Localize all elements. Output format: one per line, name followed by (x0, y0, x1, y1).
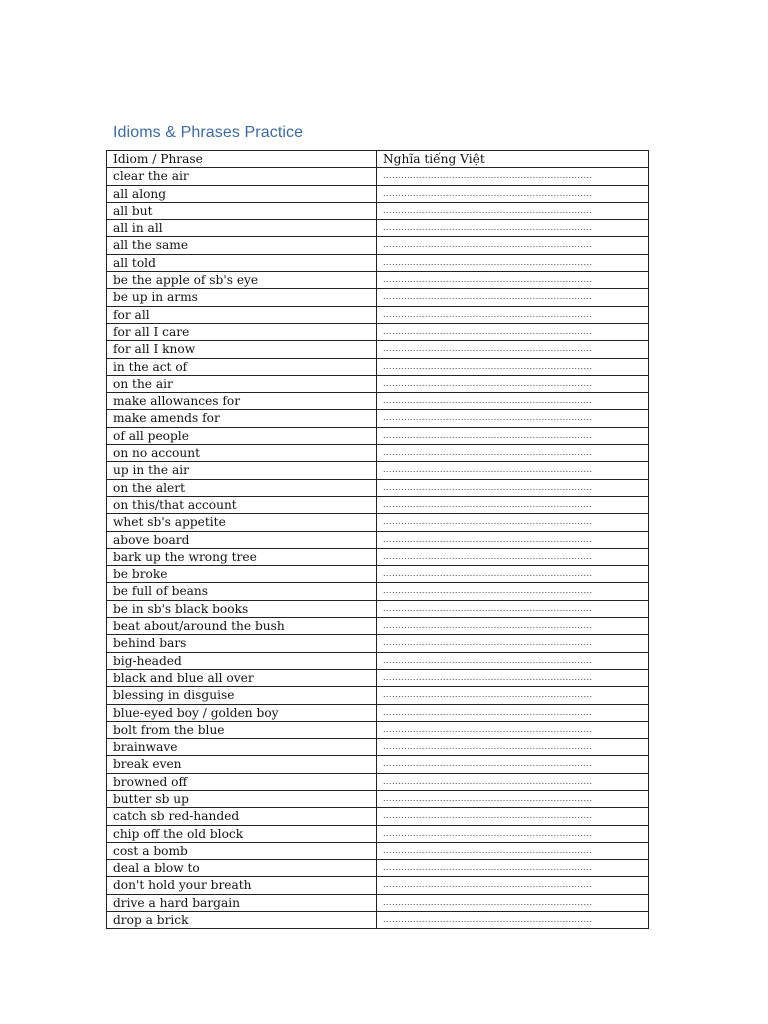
idiom-cell: for all (107, 306, 377, 323)
table-row (107, 912, 649, 929)
idiom-cell: big-headed (107, 652, 377, 669)
idiom-cell: make allowances for (107, 393, 377, 410)
table-row (107, 860, 649, 877)
meaning-blank[interactable]: ...................................................................... (377, 894, 649, 911)
meaning-blank[interactable]: ...................................................................... (377, 185, 649, 202)
table-row (107, 272, 649, 289)
idiom-cell: on this/that account (107, 496, 377, 513)
idiom-cell: be the apple of sb's eye (107, 272, 377, 289)
table-row (107, 254, 649, 271)
table-row (107, 566, 649, 583)
meaning-blank[interactable]: ...................................................................... (377, 704, 649, 721)
meaning-blank[interactable]: ...................................................................... (377, 375, 649, 392)
idiom-cell: all along (107, 185, 377, 202)
idiom-cell: blue-eyed boy / golden boy (107, 704, 377, 721)
table-row (107, 583, 649, 600)
table-row (107, 790, 649, 807)
table-row (107, 237, 649, 254)
table-row (107, 704, 649, 721)
table-row (107, 739, 649, 756)
table-row (107, 842, 649, 859)
idiom-cell: deal a blow to (107, 860, 377, 877)
idiom-cell: butter sb up (107, 790, 377, 807)
meaning-blank[interactable]: ...................................................................... (377, 531, 649, 548)
table-row (107, 877, 649, 894)
meaning-blank[interactable]: ...................................................................... (377, 687, 649, 704)
meaning-blank[interactable]: ...................................................................... (377, 272, 649, 289)
table-row (107, 825, 649, 842)
idiom-cell: in the act of (107, 358, 377, 375)
idiom-cell: on the air (107, 375, 377, 392)
idiom-cell: clear the air (107, 168, 377, 185)
page-title: Idioms & Phrases Practice (113, 124, 304, 141)
table-header-row (107, 151, 649, 168)
idiom-cell: up in the air (107, 462, 377, 479)
table-row (107, 202, 649, 219)
table-row (107, 721, 649, 738)
table-row (107, 496, 649, 513)
idiom-cell: drop a brick (107, 912, 377, 929)
idiom-cell: make amends for (107, 410, 377, 427)
table-row (107, 341, 649, 358)
meaning-blank[interactable]: ...................................................................... (377, 306, 649, 323)
table-row (107, 306, 649, 323)
table-row (107, 652, 649, 669)
idiom-cell: bark up the wrong tree (107, 548, 377, 565)
table-row (107, 479, 649, 496)
meaning-blank[interactable]: ...................................................................... (377, 289, 649, 306)
meaning-blank[interactable]: ...................................................................... (377, 427, 649, 444)
table-row (107, 600, 649, 617)
table-row (107, 618, 649, 635)
meaning-blank[interactable]: ...................................................................... (377, 652, 649, 669)
idiom-cell: chip off the old block (107, 825, 377, 842)
meaning-blank[interactable]: ...................................................................... (377, 393, 649, 410)
table-row (107, 185, 649, 202)
meaning-blank[interactable]: ...................................................................... (377, 773, 649, 790)
meaning-blank[interactable]: ...................................................................... (377, 860, 649, 877)
meaning-blank[interactable]: ...................................................................... (377, 496, 649, 513)
table-row (107, 756, 649, 773)
idiom-cell: blessing in disguise (107, 687, 377, 704)
meaning-blank[interactable]: ...................................................................... (377, 635, 649, 652)
meaning-blank[interactable]: ...................................................................... (377, 808, 649, 825)
table-row (107, 687, 649, 704)
meaning-blank[interactable]: ...................................................................... (377, 583, 649, 600)
table-row (107, 427, 649, 444)
meaning-blank[interactable]: ...................................................................... (377, 877, 649, 894)
meaning-blank[interactable]: ...................................................................... (377, 912, 649, 929)
meaning-blank[interactable]: ...................................................................... (377, 220, 649, 237)
meaning-blank[interactable]: ...................................................................... (377, 548, 649, 565)
idiom-cell: all but (107, 202, 377, 219)
header-idiom: Idiom / Phrase (107, 151, 377, 168)
idiom-cell: catch sb red-handed (107, 808, 377, 825)
meaning-blank[interactable]: ...................................................................... (377, 254, 649, 271)
meaning-blank[interactable]: ...................................................................... (377, 410, 649, 427)
table-row (107, 375, 649, 392)
idiom-table (106, 150, 649, 929)
idiom-cell: be full of beans (107, 583, 377, 600)
meaning-blank[interactable]: ...................................................................... (377, 514, 649, 531)
idiom-cell: on the alert (107, 479, 377, 496)
idiom-cell: of all people (107, 427, 377, 444)
meaning-blank[interactable]: ...................................................................... (377, 825, 649, 842)
idiom-cell: cost a bomb (107, 842, 377, 859)
idiom-cell: behind bars (107, 635, 377, 652)
table-row (107, 323, 649, 340)
idiom-cell: break even (107, 756, 377, 773)
meaning-blank[interactable]: ...................................................................... (377, 721, 649, 738)
table-row (107, 168, 649, 185)
table-row (107, 220, 649, 237)
meaning-blank[interactable]: ...................................................................... (377, 341, 649, 358)
table-row (107, 808, 649, 825)
idiom-cell: for all I know (107, 341, 377, 358)
meaning-blank[interactable]: ...................................................................... (377, 323, 649, 340)
idiom-cell: be broke (107, 566, 377, 583)
table-row (107, 393, 649, 410)
idiom-cell: for all I care (107, 323, 377, 340)
idiom-cell: black and blue all over (107, 669, 377, 686)
table-row (107, 773, 649, 790)
meaning-blank[interactable]: ...................................................................... (377, 358, 649, 375)
table-row (107, 894, 649, 911)
idiom-cell: bolt from the blue (107, 721, 377, 738)
meaning-blank[interactable]: ...................................................................... (377, 462, 649, 479)
idiom-cell: be up in arms (107, 289, 377, 306)
meaning-blank[interactable]: ...................................................................... (377, 790, 649, 807)
idiom-cell: beat about/around the bush (107, 618, 377, 635)
idiom-cell: be in sb's black books (107, 600, 377, 617)
table-row (107, 445, 649, 462)
meaning-blank[interactable]: ...................................................................... (377, 756, 649, 773)
table-row (107, 548, 649, 565)
idiom-cell: on no account (107, 445, 377, 462)
meaning-blank[interactable]: ...................................................................... (377, 168, 649, 185)
idiom-cell: browned off (107, 773, 377, 790)
table-row (107, 410, 649, 427)
table-row (107, 669, 649, 686)
idiom-cell: brainwave (107, 739, 377, 756)
meaning-blank[interactable]: ...................................................................... (377, 445, 649, 462)
table-row (107, 289, 649, 306)
header-meaning: Nghĩa tiếng Việt (377, 151, 649, 168)
idiom-cell: all told (107, 254, 377, 271)
table-row (107, 635, 649, 652)
idiom-cell: don't hold your breath (107, 877, 377, 894)
meaning-blank[interactable]: ...................................................................... (377, 669, 649, 686)
meaning-blank[interactable]: ...................................................................... (377, 739, 649, 756)
meaning-blank[interactable]: ...................................................................... (377, 479, 649, 496)
idiom-cell: drive a hard bargain (107, 894, 377, 911)
table-row (107, 514, 649, 531)
table-row (107, 531, 649, 548)
table-row (107, 462, 649, 479)
meaning-blank[interactable]: ...................................................................... (377, 600, 649, 617)
idiom-cell: all the same (107, 237, 377, 254)
table-row (107, 358, 649, 375)
idiom-cell: all in all (107, 220, 377, 237)
idiom-cell: above board (107, 531, 377, 548)
meaning-blank[interactable]: ...................................................................... (377, 618, 649, 635)
meaning-blank[interactable]: ...................................................................... (377, 237, 649, 254)
meaning-blank[interactable]: ...................................................................... (377, 566, 649, 583)
idiom-cell: whet sb's appetite (107, 514, 377, 531)
meaning-blank[interactable]: ...................................................................... (377, 202, 649, 219)
meaning-blank[interactable]: ...................................................................... (377, 842, 649, 859)
